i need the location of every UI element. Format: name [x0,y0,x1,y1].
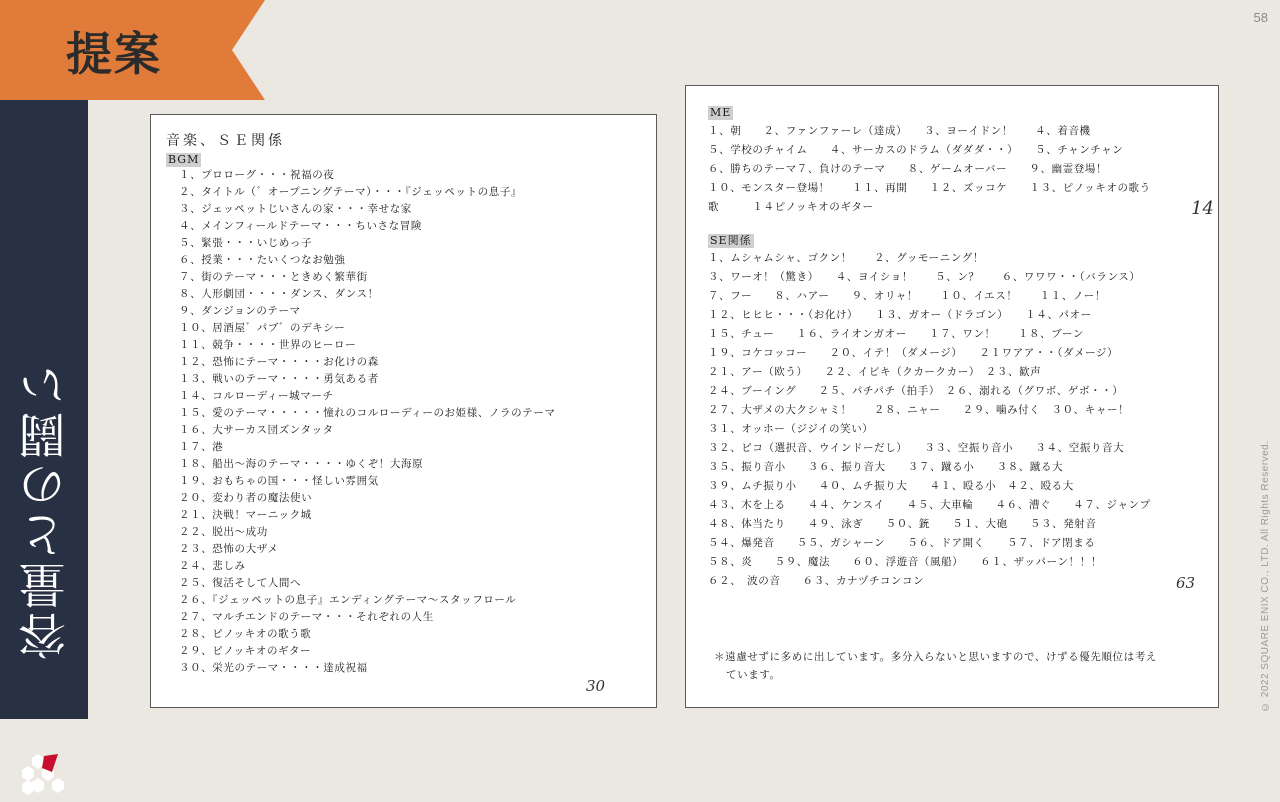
footnote-line-2: ています。 [726,669,781,681]
se-line: ２１、アー（欧う） ２２、イビキ（クカークカー） ２３、歓声 [708,366,1042,378]
se-line: ４８、体当たり ４９、泳ぎ ５０、銃 ５１、大砲 ５３、発射音 [708,518,1097,530]
bgm-item: ２１、決戦！マーニック城 [179,509,312,521]
bgm-item: ２７、マルチエンドのテーマ・・・それぞれの人生 [179,611,434,623]
bgm-item: ２９、ピノッキオのギター [179,645,312,657]
se-line: ３２、ピコ（選択音、ウインドーだし） ３３、空振り音小 ３４、空振り音大 [708,442,1125,454]
title-banner [0,0,265,100]
me-label: ME [710,106,732,119]
me-list [708,122,1151,217]
bgm-item: ５、緊張・・・いじめっ子 [179,237,313,249]
se-line: ２７、大ザメの大クシャミ！ ２８、ニャー ２９、噛み付く ３０、キャー！ [708,404,1130,416]
bgm-item: ３０、栄光のテーマ・・・・達成祝福 [179,662,368,674]
bgm-item: １２、恐怖にテーマ・・・・お化けの森 [179,356,379,368]
bgm-item: ６、授業・・・たいくつなお勉強 [179,254,346,266]
square-enix-logo-icon [18,750,66,802]
se-line: ５４、爆発音 ５５、ガシャーン ５６、ドア開く ５７、ドア閉まる [708,537,1096,549]
se-label: SE関係 [710,234,752,247]
bgm-item: ４、メインフィールドテーマ・・・ちいさな冒険 [179,220,422,232]
me-line: 歌 １４ピノッキオのギター [708,201,874,213]
me-se-document [685,85,1219,708]
bgm-item: ９、ダンジョンのテーマ [179,305,301,317]
bgm-item: １６、大サーカス団ズンタッタ [179,424,334,436]
bgm-item: １８、船出～海のテーマ・・・・ゆくぞ！大海原 [179,458,424,470]
bgm-item: １５、愛のテーマ・・・・・憧れのコルローディーのお姫様、ノラのテーマ [179,407,556,419]
bgm-label: BGM [168,153,200,166]
bgm-item: １９、おもちゃの国・・・怪しい雰囲気 [179,475,379,487]
se-line: ５８、炎 ５９、魔法 ６０、浮遊音（風船） ６１、ザッパーン！！！ [708,556,1102,568]
se-line: １５、チュー １６、ライオンガオー １７、ワン！ １８、ブーン [708,328,1084,340]
bgm-item: １０、居酒屋゛パブ゛のデキシー [179,322,346,334]
bgm-item: １、プロローグ・・・祝福の夜 [179,169,335,181]
me-line: １、朝 ２、ファンファーレ（達成） ３、ヨーイドン！ ４、着音機 [708,125,1091,137]
bgm-item: ２２、脱出～成功 [179,526,268,538]
bgm-item: １３、戦いのテーマ・・・・勇気ある者 [179,373,379,385]
se-line: ６２、 波の音 ６３、カナヅチコンコン [708,575,925,587]
se-line: ３５、振り音小 ３６、振り音大 ３７、蹴る小 ３８、蹴る大 [708,461,1064,473]
bgm-item: ２８、ピノッキオの歌う歌 [179,628,312,640]
se-line: １９、コケコッコー ２０、イテ！（ダメージ） ２１ワアア・・（ダメージ） [708,347,1119,359]
music-se-document [150,114,657,708]
bgm-item: ２４、悲しみ [179,560,246,572]
me-line: ６、勝ちのテーマ７、負けのテーマ ８、ゲームオーバー ９、幽霊登場！ [708,163,1108,175]
slide-title: 提案 [66,27,162,81]
bgm-item: ２、タイトル（゛オープニングテーマ）・・・『ジェッペットの息子』 [179,186,523,198]
footnote [714,648,1157,684]
sidebar [0,100,88,719]
se-line: ３、ワーオ！（驚き） ４、ヨイショ！ ５、ン？ ６、ワワワ・・（バランス） [708,271,1141,283]
se-line: ３１、オッホー（ジジイの笑い） [708,423,874,435]
se-line: ３９、ムチ振り小 ４０、ムチ振り大 ４１、殴る小 ４２、殴る大 [708,480,1074,492]
se-list [708,249,1151,591]
page-number: 58 [1253,10,1268,25]
se-line: １２、ヒヒヒ・・・（お化け） １３、ガオー（ドラゴン） １４、パオー [708,309,1092,321]
bgm-item: ７、街のテーマ・・・ときめく繁華街 [179,271,368,283]
se-line: ４３、木を上る ４４、ケンスイ ４５、大車輪 ４６、漕ぐ ４７、ジャンプ [708,499,1151,511]
bgm-item: １４、コルローディー城マーチ [179,390,334,402]
document-heading: 音楽、ＳＥ関係 [166,133,285,149]
se-line: ７、フー ８、ハアー ９、オリャ！ １０、イエス！ １１、ノー！ [708,290,1106,302]
bgm-item: ３、ジェッペットじいさんの家・・・幸せな家 [179,203,412,215]
bgm-item: ２３、恐怖の大ザメ [179,543,279,555]
bgm-item: ２６、『ジェッペットの息子』エンディングテーマ～スタッフロール [179,594,517,606]
handwritten-me-count: 14 [1191,198,1214,219]
copyright-notice: © 2022 SQUARE ENIX CO., LTD. All Rights Reserved. [1260,440,1271,712]
bgm-item: ８、人形劇団・・・・ダンス、ダンス！ [179,288,379,300]
me-line: ５、学校のチャイム ４、サーカスのドラム（ダダダ・・） ５、チャンチャン [708,144,1124,156]
bgm-item: １１、競争・・・・世界のヒーロー [179,339,357,351]
bgm-item: １７、港 [179,441,224,453]
handwritten-se-count: 63 [1176,574,1196,592]
se-line: １、ムシャムシャ、ゴクン！ ２、グッモーニング！ [708,252,984,264]
se-line: ２４、ブーイング ２５、パチパチ（拍手） ２６、溺れる（グワボ、ゲボ・・） [708,385,1124,397]
handwritten-bgm-count: 30 [586,677,606,695]
bgm-item: ２５、復活そして人間へ [179,577,302,589]
vertical-section-title: 容量との闘い [18,360,75,660]
bgm-list [179,167,556,677]
me-line: １０、モンスター登場！ １１、再開 １２、ズッコケ １３、ピノッキオの歌う [708,182,1151,194]
bgm-item: ２０、変わり者の魔法使い [179,492,313,504]
footnote-line-1: ＊遠慮せずに多めに出しています。多分入らないと思いますので、けずる優先順位は考え [714,651,1157,663]
